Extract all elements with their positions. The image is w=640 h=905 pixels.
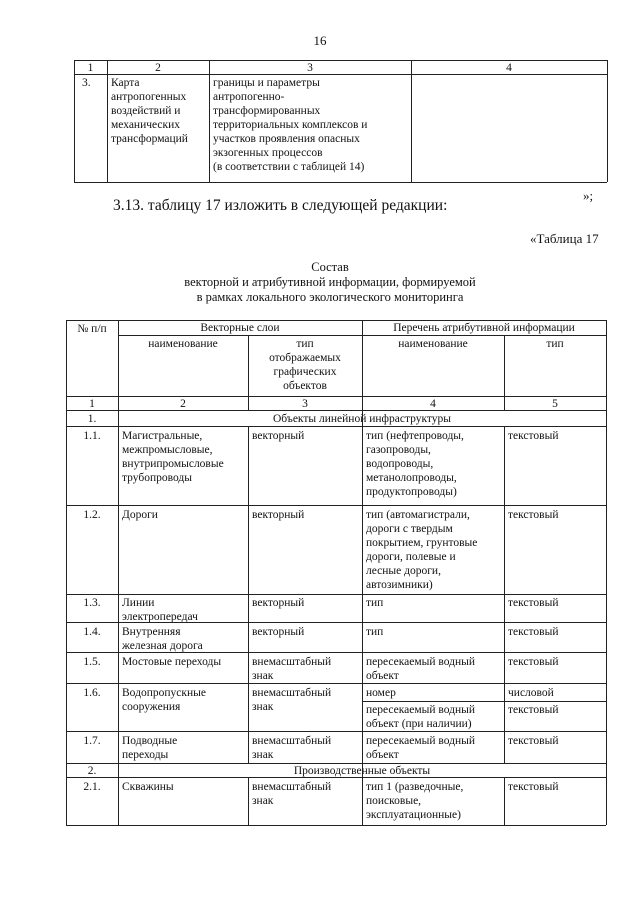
header-vector-layers: Векторные слои: [200, 322, 280, 334]
row-1-3-attribute-type: текстовый: [508, 597, 559, 609]
row-1-7-attribute-type: текстовый: [508, 735, 559, 747]
row-1-5-number: 1.5.: [83, 656, 101, 668]
header-number: № п/п: [77, 323, 107, 335]
row-1-3-number: 1.3.: [83, 597, 101, 609]
row-1-7-type: внемасштабный знак: [252, 735, 332, 761]
row-1-4-name: Внутренняя железная дорога: [122, 626, 203, 652]
col-header-1: 1: [87, 62, 94, 74]
row-number: 3.: [82, 77, 91, 89]
row-1-3-name: Линии электропередач: [122, 597, 198, 622]
row-1-2-type: векторный: [252, 509, 305, 521]
row-1-6-number: 1.6.: [83, 687, 101, 699]
col-number-4: 4: [430, 398, 436, 410]
row-1-6-type: внемасштабный знак: [252, 687, 332, 713]
header-attribute-info: Перечень атрибутивной информации: [393, 322, 575, 334]
col-header-4: 4: [506, 62, 512, 74]
row-1-6-attribute-type-1: числовой: [508, 687, 554, 699]
col-header-2: 2: [155, 62, 161, 74]
row-1-4-attribute-type: текстовый: [508, 626, 559, 638]
row-1-6-attribute-1: номер: [366, 687, 396, 699]
header-attribute-name: наименование: [398, 338, 468, 350]
table-title: Состав векторной и атрибутивной информации, формируемой в рамках локального экологического мониторинга: [184, 260, 476, 304]
header-layer-name: наименование: [148, 338, 218, 350]
row-2-1-number: 2.1.: [83, 781, 101, 793]
closing-quote: »;: [583, 188, 594, 203]
section-2-number: 2.: [87, 765, 97, 777]
row-1-1-attribute: тип (нефтепроводы, газопроводы, водопроводы, метанолопроводы, продуктопроводы): [366, 430, 464, 498]
section-1-title: Объекты линейной инфраструктуры: [273, 413, 451, 425]
map-content: границы и параметры антропогенно- трансформированных территориальных комплексов и участков проявления опасных экзогенных процессов (в соответствии с таблицей 14): [213, 77, 368, 173]
section-1-number: 1.: [87, 413, 97, 425]
row-1-6-name: Водопропускные сооружения: [122, 687, 206, 713]
row-1-3-type: векторный: [252, 597, 305, 609]
row-1-7-name: Подводные переходы: [122, 735, 178, 761]
col-header-3: 3: [307, 62, 313, 74]
row-1-1-type: векторный: [252, 430, 305, 442]
row-1-1-attribute-type: текстовый: [508, 430, 559, 442]
row-1-4-type: векторный: [252, 626, 305, 638]
row-1-6-attribute-type-2: текстовый: [508, 704, 559, 716]
col-number-2: 2: [180, 398, 186, 410]
row-1-4-number: 1.4.: [83, 626, 101, 638]
row-1-1-number: 1.1.: [83, 430, 101, 442]
col-number-5: 5: [552, 398, 558, 410]
col-number-1: 1: [89, 398, 95, 410]
row-2-1-type: внемасштабный знак: [252, 781, 332, 807]
page-number: 16: [313, 33, 327, 48]
section-2-title: Производственные объекты: [293, 765, 431, 777]
row-col4: [411, 75, 607, 181]
row-1-2-attribute: тип (автомагистрали, дороги с твердым покрытием, грунтовые дороги, полевые и лесные дороги, автозимники): [366, 509, 478, 591]
row-1-7-attribute: пересекаемый водный объект: [366, 735, 476, 761]
row-1-2-number: 1.2.: [83, 509, 101, 521]
row-2-1-attribute-type: текстовый: [508, 781, 559, 793]
table-label: «Таблица 17: [530, 231, 599, 246]
row-1-5-attribute: пересекаемый водный объект: [366, 656, 476, 682]
row-1-5-attribute-type: текстовый: [508, 656, 559, 668]
row-1-1-name: Магистральные, межпромысловые, внутрипромысловые трубопроводы: [122, 430, 224, 484]
instruction-text: 3.13. таблицу 17 изложить в следующей редакции:: [113, 197, 448, 214]
row-2-1-attribute: тип 1 (разведочные, поисковые, эксплуатационные): [366, 781, 464, 821]
col-number-3: 3: [302, 398, 308, 410]
row-1-5-name: Мостовые переходы: [122, 656, 222, 668]
row-1-7-number: 1.7.: [83, 735, 101, 747]
header-attribute-type: тип: [546, 338, 564, 350]
header-graphic-type: тип отображаемых графических объектов: [269, 338, 341, 392]
map-name: Карта антропогенных воздействий и механических трансформаций: [111, 77, 188, 145]
row-1-6-attribute-2: пересекаемый водный объект (при наличии): [366, 704, 476, 730]
row-1-4-attribute: тип: [366, 626, 384, 638]
row-1-2-attribute-type: текстовый: [508, 509, 559, 521]
row-1-5-type: внемасштабный знак: [252, 656, 332, 682]
row-2-1-name: Скважины: [122, 781, 174, 793]
row-1-2-name: Дороги: [122, 509, 158, 521]
row-1-3-attribute: тип: [366, 597, 384, 609]
